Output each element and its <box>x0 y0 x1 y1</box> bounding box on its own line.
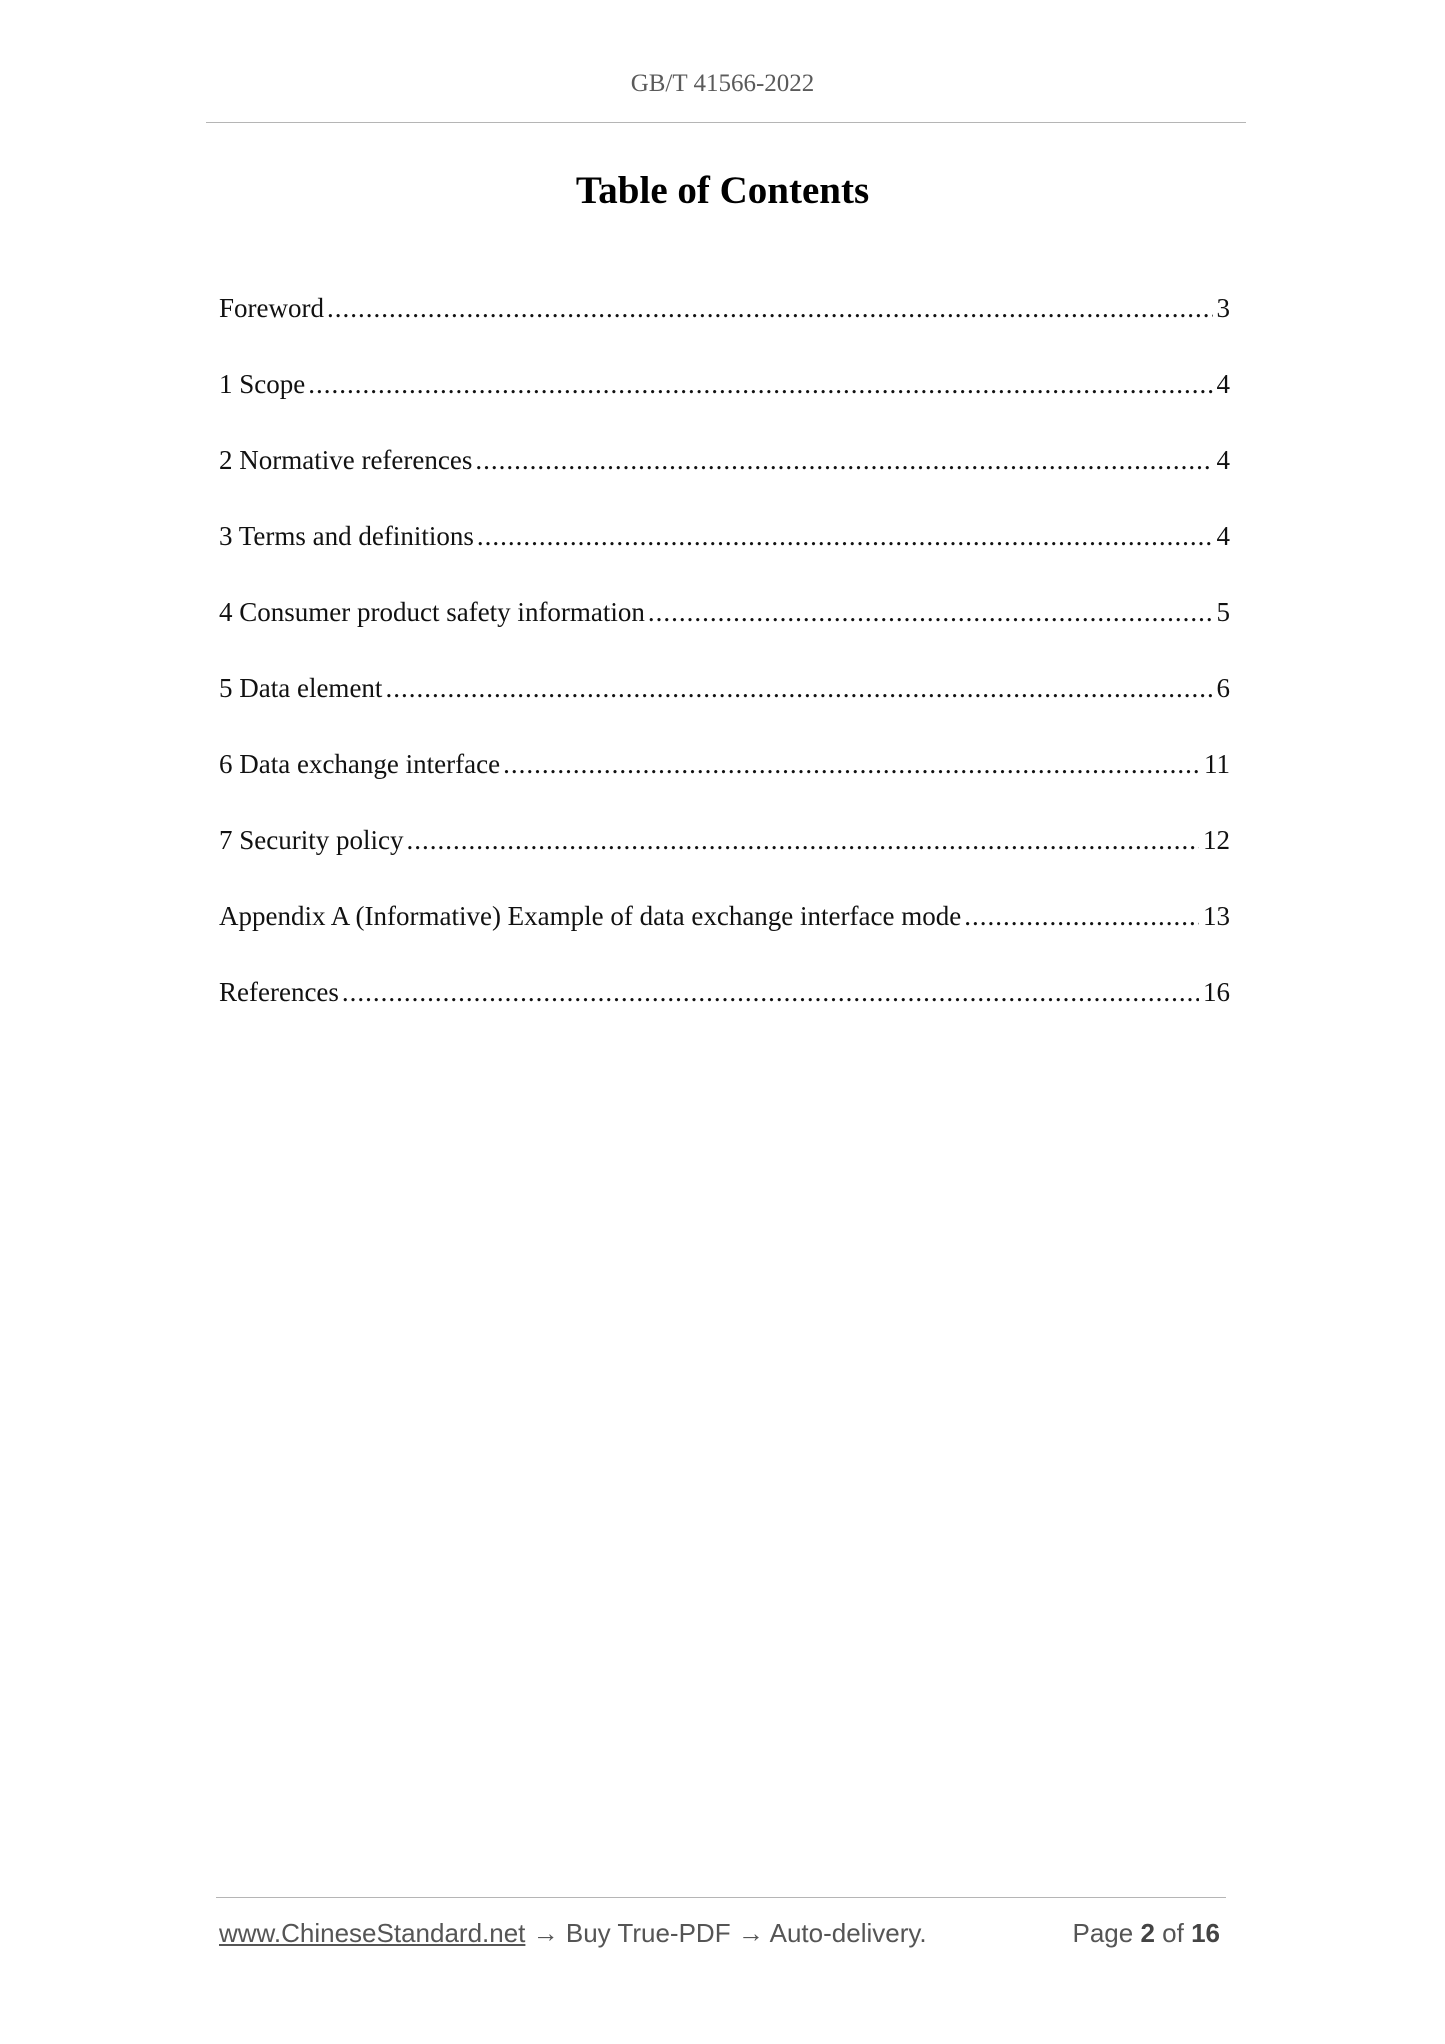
toc-entry-label: 3 Terms and definitions <box>219 521 474 551</box>
toc-dot-leader <box>342 972 1199 1012</box>
toc-entry-security-policy[interactable] <box>219 820 1230 896</box>
page-header: GB/T 41566-2022 <box>630 70 815 97</box>
toc-entry-label: Appendix A (Informative) Example of data exchange interface mode <box>219 901 962 931</box>
toc-entry-normative-references[interactable] <box>219 440 1230 516</box>
toc-dot-leader <box>308 364 1212 404</box>
toc-entry-label: Foreword <box>219 293 324 323</box>
toc-entry-page: 5 <box>1216 597 1230 627</box>
auto-delivery-text: Auto-delivery. <box>769 1918 927 1948</box>
toc-entry-label: 6 Data exchange interface <box>219 749 501 779</box>
toc-dot-leader <box>477 516 1213 556</box>
header-divider <box>206 122 1246 123</box>
toc-entry-appendix-a[interactable] <box>219 896 1230 972</box>
toc-entry-page: 6 <box>1216 673 1230 703</box>
buy-true-pdf-text: Buy True-PDF <box>565 1918 731 1948</box>
toc-dot-leader <box>327 288 1213 328</box>
page-title: Table of Contents <box>575 169 870 212</box>
toc-entry-data-exchange-interface[interactable] <box>219 744 1230 820</box>
toc-entry-page: 12 <box>1203 825 1230 855</box>
toc-dot-leader <box>385 668 1212 708</box>
toc-dot-leader <box>406 820 1199 860</box>
toc-entry-safety-information[interactable] <box>219 592 1230 668</box>
page-of-word: of <box>1162 1918 1184 1948</box>
toc-dot-leader <box>964 896 1199 936</box>
toc-entry-page: 3 <box>1216 293 1230 323</box>
toc-entry-page: 13 <box>1203 901 1230 931</box>
footer-divider <box>216 1897 1226 1898</box>
footer-promo <box>219 1918 927 1949</box>
total-pages: 16 <box>1191 1918 1220 1948</box>
toc-entry-page: 4 <box>1216 521 1230 551</box>
toc-entry-scope[interactable] <box>219 364 1230 440</box>
toc-entry-data-element[interactable] <box>219 668 1230 744</box>
toc-entry-page: 16 <box>1203 977 1230 1007</box>
toc-dot-leader <box>503 744 1200 784</box>
arrow-right-icon: → <box>737 1918 764 1948</box>
toc-dot-leader <box>648 592 1213 632</box>
toc-entry-label: 5 Data element <box>219 673 383 703</box>
page-word: Page <box>1072 1918 1134 1948</box>
arrow-right-icon: → <box>532 1918 559 1948</box>
page-number <box>1072 1918 1220 1949</box>
toc-entry-references[interactable] <box>219 972 1230 1048</box>
website-link[interactable]: www.ChineseStandard.net <box>219 1918 526 1948</box>
toc-entry-foreword[interactable] <box>219 288 1230 364</box>
toc-entry-terms-and-definitions[interactable] <box>219 516 1230 592</box>
current-page: 2 <box>1140 1918 1155 1948</box>
toc-dot-leader <box>475 440 1212 480</box>
toc-entry-label: References <box>219 977 339 1007</box>
toc-entry-page: 11 <box>1204 749 1230 779</box>
toc-entry-page: 4 <box>1216 445 1230 475</box>
toc-entry-label: 2 Normative references <box>219 445 473 475</box>
toc-entry-label: 7 Security policy <box>219 825 404 855</box>
toc-entry-page: 4 <box>1216 369 1230 399</box>
toc-entry-label: 1 Scope <box>219 369 306 399</box>
table-of-contents <box>219 288 1230 1048</box>
toc-entry-label: 4 Consumer product safety information <box>219 597 645 627</box>
